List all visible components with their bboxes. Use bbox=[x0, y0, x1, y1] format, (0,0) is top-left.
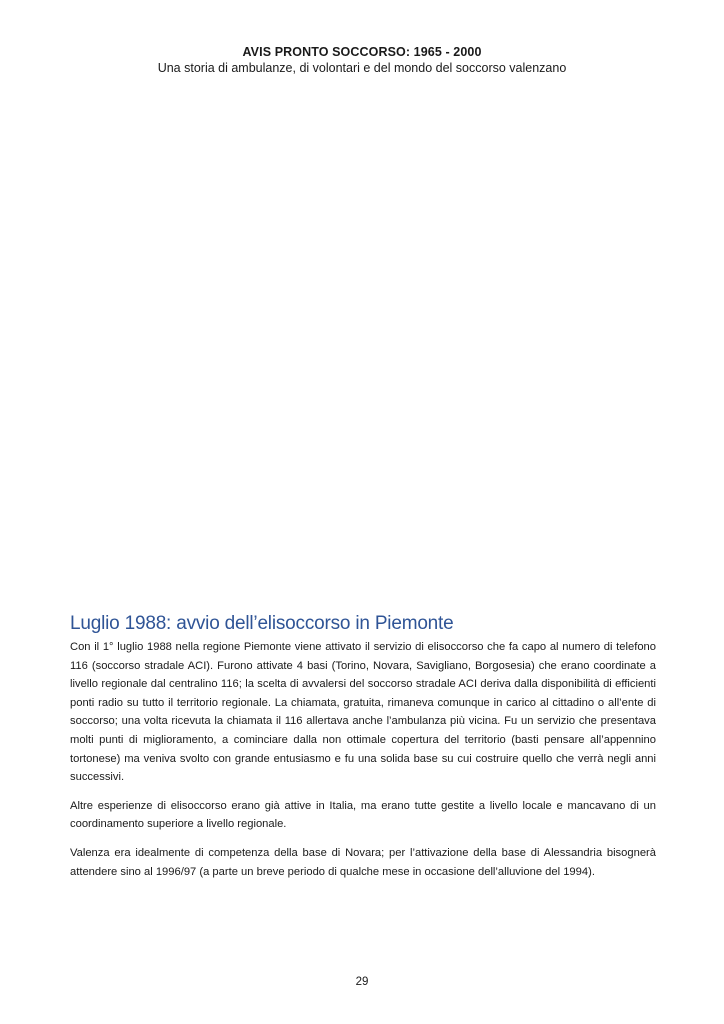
content-section bbox=[70, 612, 656, 891]
paragraph-3: Valenza era idealmente di competenza della base di Novara; per l’attivazione della base di Alessandria bisognerà attendere sino al 1996/97 (a parte un breve periodo di qualche mese in occasione dell’alluvione del 1994). bbox=[70, 846, 656, 878]
document-subtitle: Una storia di ambulanze, di volontari e del mondo del soccorso valenzano bbox=[157, 61, 567, 75]
document-title: AVIS PRONTO SOCCORSO: 1965 - 2000 bbox=[242, 45, 482, 59]
section-heading: Luglio 1988: avvio dell’elisoccorso in Piemonte bbox=[70, 613, 454, 634]
paragraph-2: Altre esperienze di elisoccorso erano già attive in Italia, ma erano tutte gestite a livello locale e mancavano di un coordinamento superiore a livello regionale. bbox=[70, 799, 656, 831]
page-number: 29 bbox=[355, 976, 369, 988]
paragraph-1: Con il 1° luglio 1988 nella regione Piemonte viene attivato il servizio di elisoccorso che fa capo al numero di telefono 116 (soccorso stradale ACI). Furono attivate 4 basi (Torino, Novara, Savigliano, Borgosesia) che erano coordinate a livello regionale dal centralino 116; la scelta di avvalersi del soccorso stradale ACI deriva dalla disponibilità di efficienti ponti radio su tutto il territorio regionale. La chiamata, gratuita, rimaneva comunque in carico al cittadino o all’ente di soccorso; una volta ricevuta la chiamata il 116 allertava anche l’ambulanza più vicina. Fu un servizio che presentava molti punti di miglioramento, a cominciare dalla non ottimale copertura del territorio (basti pensare all’appennino tortonese) ma veniva svolto con grande entusiasmo e fu una solida base su cui costruire quello che verrà negli anni successivi. bbox=[70, 641, 656, 784]
page-header bbox=[0, 44, 724, 76]
